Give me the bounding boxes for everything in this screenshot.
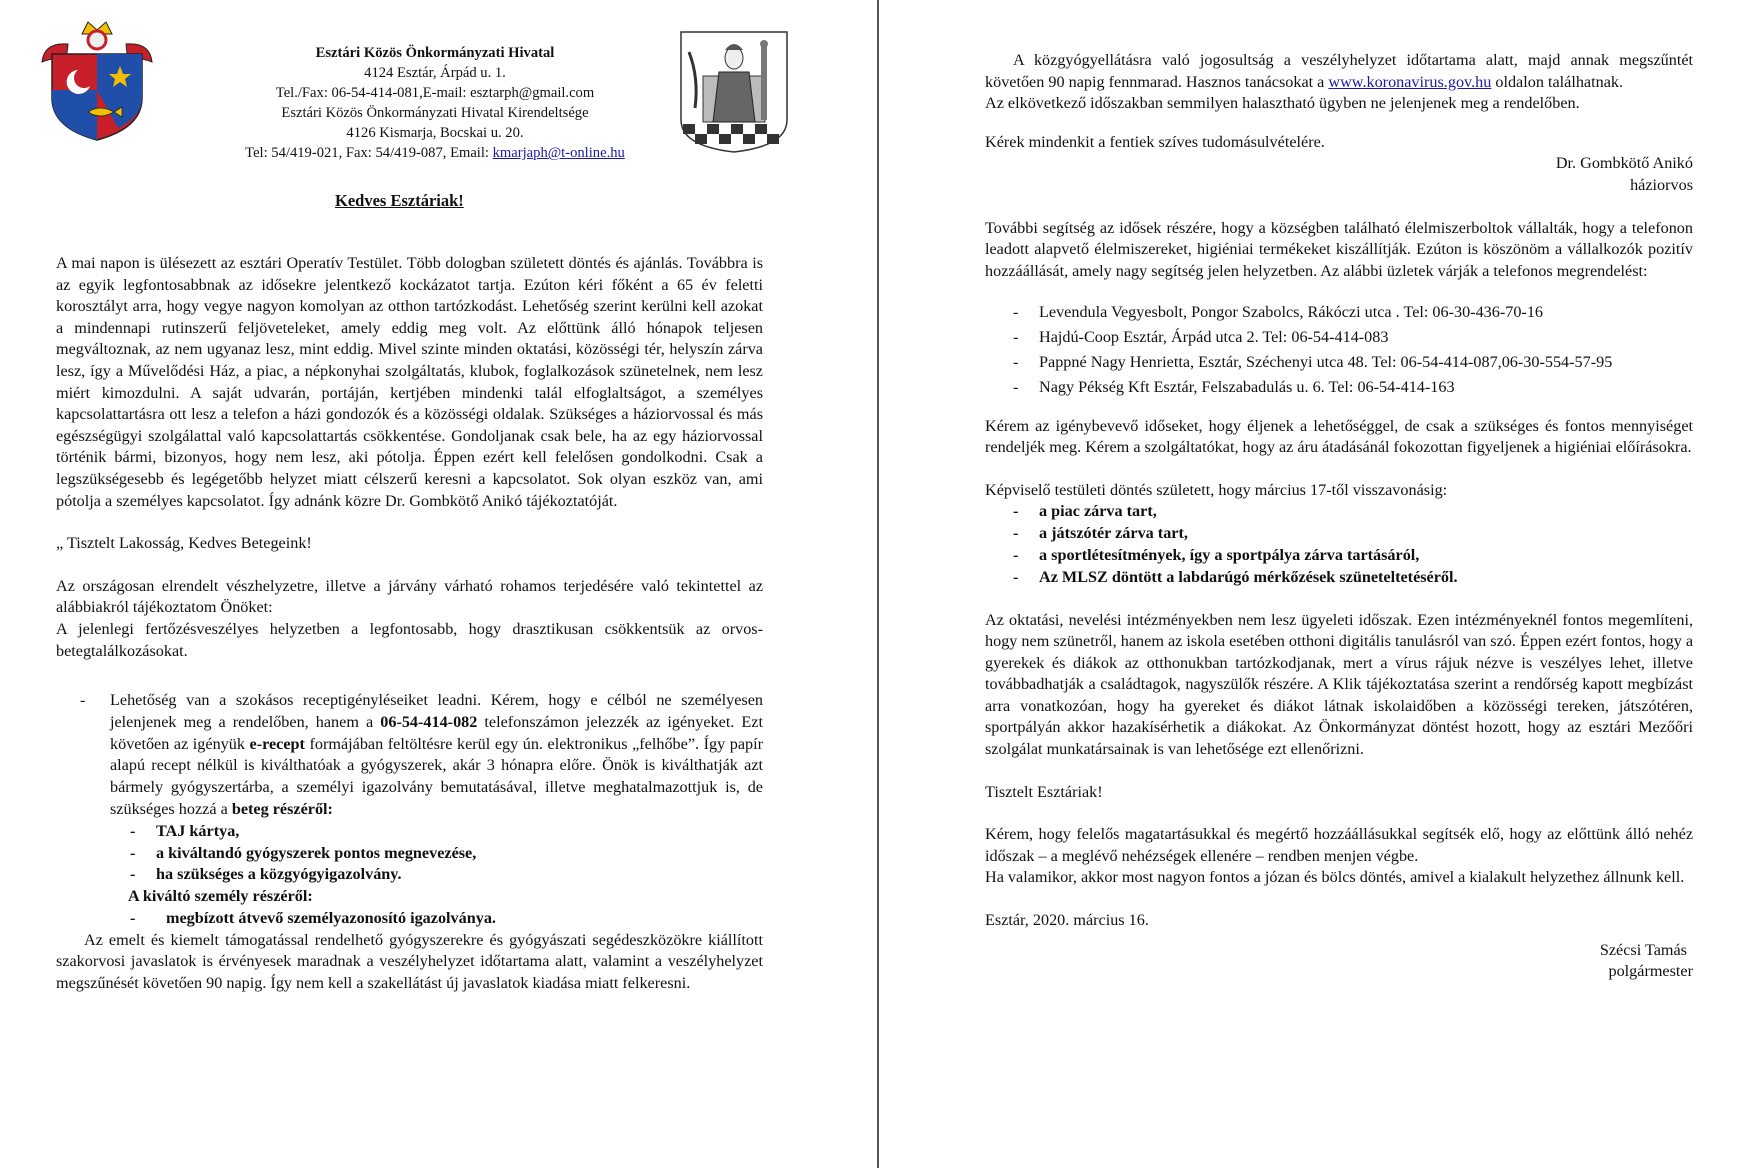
council-decision-paragraph: Képviselő testületi döntés született, hogy március 17-től visszavonásig: <box>985 480 1448 499</box>
collector-documents-list <box>56 908 763 930</box>
doctor-greeting: „ Tisztelt Lakosság, Kedves Betegeink! <box>56 534 312 553</box>
list-item: - TAJ kártya, <box>130 821 240 840</box>
list-item: - Levendula Vegyesbolt, Pongor Szabolcs, Rákóczi utca . Tel: 06-30-436-70-16 <box>1013 303 1544 322</box>
operative-board-paragraph: A mai napon is ülésezett az esztári Operatív Testület. Több dologban született döntés és ajánlás. Továbbra is az egyik legfontosabbnak az idősekre jelentkező kockázatot tartja. Ezúton kéri főként a 65 év feletti korosztályt arra, hogy vegye nagyon komolyan az otthon tartózkodást. Lehetőség szerint kerülni kell azokat a mindennapi rutinszerű feljöveteleket, amely eddig meg volt. Az előttünk álló hónapok teljesen megváltoznak, az nem ugyanaz lesz, mint eddig. Mivel szinte minden oktatási, közösségi tér, helyszín zárva lesz, így a Művelődési Ház, a piac, a népkonyhai szolgáltatás, klubok, foglalkozások szünetelnek, nem lesz miért kimozdulni. A saját udvarán, portáján, kertjében mindenki talál elfoglaltságot, a személyes kapcsolattartásra ott lesz a telefon a házi gondozók és a közösségi oldalak. Szükséges a háziorvossal és más egészségügyi szolgálattal való kapcsolattartás csökkentése. Gondoljanak csak bele, ha az egy háziorvossal történik bármi, bizonyos, hogy nem lesz, aki pótolja. Éppen ezért kell felelősen gondolkodni. Csak a legszükségesebb és legégetőbb helyzet miatt célszerű keresni a kapcsolatot. Sok olyan eszköz van, ami pótolja a személyes kapcsolatot. Így adnánk közre Dr. Gombkötő Anikó tájékoztatóját. <box>56 254 763 510</box>
patient-documents-list <box>56 821 763 886</box>
list-item: - ha szükséges a közgyógyigazolvány. <box>130 865 402 884</box>
entitlement-paragraph: A közgyógyellátásra való jogosultság a veszélyhelyzet időtartama alatt, majd annak megszűntét követően 90 napig fennmarad. Hasznos tanácsokat a www.koronavirus.gov.hu oldalon találhatnak. <box>985 51 1693 91</box>
list-item: - a játszótér zárva tart, <box>1013 524 1188 543</box>
left-body <box>56 253 763 994</box>
seated-figure-emblem-icon <box>677 28 791 154</box>
list-item: - Nagy Pékség Kft Esztár, Felszabadulás u. 6. Tel: 06-54-414-163 <box>1013 377 1455 396</box>
office-contact: Tel./Fax: 06-54-414-081,E-mail: esztarph@gmail.com <box>275 85 595 101</box>
list-item: - a kiváltandó gyógyszerek pontos megnevezése, <box>130 843 477 862</box>
list-item: - Pappné Nagy Henrietta, Esztár, Széchenyi utca 48. Tel: 06-54-414-087,06-30-554-57-95 <box>1013 352 1613 371</box>
wise-decision-paragraph: Ha valamikor, akkor most nagyon fontos a józan és bölcs döntés, amivel a kialakult helyzethez állnunk kell. <box>985 868 1685 887</box>
office-header <box>150 43 720 163</box>
list-item: - Hajdú-Coop Esztár, Árpád utca 2. Tel: 06-54-414-083 <box>1013 328 1389 347</box>
list-item: - a sportlétesítmények, így a sportpálya zárva tartásáról, <box>1013 545 1420 564</box>
education-paragraph: Az oktatási, nevelési intézményekben nem lesz ügyeleti időszak. Ezen intézményeknél fontos megemlíteni, hogy nem szünetről, hanem az iskola esetében otthoni digitális tanulásról van szó. Éppen ezért fontos, hogy a gyerekek és diákok az otthonukban tartózkodjanak, mert a vírus rájuk nézve is veszélyes lehet, illetve továbbadhatják a családtagok, nagyszülők részére. A Klik tájékoztatása szerint a rendőrség kapott megbízást arra vonatkozóan, hogy ha gyereket és diákot látnak iskolaidőben a közösségi tereken, játszótéren, sportpályán akkor hazakísérhetik a diákokat. Az Önkormányzat döntést hozott, hogy az esztári Mezőőri szolgálat munkatársainak is van lehetősége ezt ellenőrizni. <box>985 610 1694 759</box>
closures-list <box>985 501 1693 588</box>
esztar-coat-of-arms-icon <box>38 20 156 142</box>
koronavirus-link[interactable]: www.koronavirus.gov.hu <box>1328 72 1492 91</box>
collector-heading: A kiváltó személy részéről: <box>128 887 313 906</box>
specialist-paragraph: Az emelt és kiemelt támogatással rendelhető gyógyszerekre és gyógyászati segédeszközökre kiállított szakorvosi javaslatok is érvényesek maradnak a veszélyhelyzet időtartama alatt, valamint a veszélyhelyzet megszűnését követően 90 napig. Így nem kell a szakellátást új javaslatok kiadása miatt felkeresni. <box>56 930 763 992</box>
branch-office-address: 4126 Kismarja, Bocskai u. 20. <box>346 125 524 141</box>
branch-office-name: Esztári Közös Önkormányzati Hivatal Kirendeltsége <box>281 105 589 121</box>
list-item: - Lehetőség van a szokásos receptigényléseiket leadni. Kérem, hogy e célból ne személyesen jelenjenek meg a rendelőben, hanem a 06-54-414-082 telefonszámon jelezzék az igényeket. Ezt követően az igényük e-recept formájában feltöltésre kerül egy ún. elektronikus „felhőbe”. Így papír alapú recept nélkül is kiválthatóak a gyógyszerek, akár 3 hónapra előre. Önök is kiválthatják azt bármely gyógyszertárba, a személyi igazolvány bemutatásával, illetve meghatalmazottjuk is, de szükséges hozzá a beteg részéről: <box>80 691 763 819</box>
doctor-signature-role: háziorvos <box>1630 175 1693 194</box>
prescription-phone: 06-54-414-082 <box>380 712 478 731</box>
list-item: - Az MLSZ döntött a labdarúgó mérkőzések szüneteltetéséről. <box>1013 567 1458 586</box>
responsibility-paragraph: Kérem, hogy felelős magatartásukkal és megértő hozzáállásukkal segítsék elő, hogy az előttünk álló nehéz időszak – a meglévő nehézségek ellenére – rendben menjen végbe. <box>985 825 1693 865</box>
emergency-paragraph: Az országosan elrendelt vészhelyzetre, illetve a járvány várható rohamos terjedésére való tekintettel az alábbiakról tájékoztatom Önöket: <box>56 576 763 617</box>
list-item: - a piac zárva tart, <box>1013 502 1157 521</box>
list-item: - megbízott átvevő személyazonosító igazolványa. <box>130 908 496 927</box>
doctor-signature-name: Dr. Gombkötő Anikó <box>1555 154 1693 173</box>
elderly-request-paragraph: Kérem az igénybevevő időseket, hogy éljenek a lehetőséggel, de csak a szükséges és fontos mennyiséget rendeljék meg. Kérem a szolgáltatókat, hogy az áru átadásánál fokozottan figyeljenek a higiéniai előírásokra. <box>985 416 1693 457</box>
letter-date: Esztár, 2020. március 16. <box>985 911 1149 930</box>
shops-paragraph: További segítség az idősek részére, hogy a községben található élelmiszerboltok vállalták, hogy a telefonon leadott alapvető élelmiszereket, higiéniai termékeket kiszállítják. Ezúton is köszönöm a vállalkozók pozitív hozzáállását, amely nagy segítség jelen helyzetben. Az alábbi üzletek várják a telefonos megrendelést: <box>985 218 1693 280</box>
mayor-greeting: Tisztelt Esztáriak! <box>985 782 1103 801</box>
shops-list <box>985 302 1693 398</box>
office-name: Esztári Közös Önkormányzati Hivatal <box>315 45 555 61</box>
no-visits-paragraph: Az elkövetkező időszakban semmilyen halasztható ügyben ne jelenjenek meg a rendelőben. <box>985 94 1580 113</box>
acknowledge-paragraph: Kérek mindenkit a fentiek szíves tudomásulvételére. <box>985 132 1325 151</box>
mayor-signature-name: Szécsi Tamás <box>1599 940 1687 959</box>
office-address: 4124 Esztár, Árpád u. 1. <box>364 65 506 81</box>
right-page <box>879 0 1752 1168</box>
mayor-signature-role: polgármester <box>1608 962 1693 981</box>
prescription-list <box>56 690 763 821</box>
branch-email-link[interactable]: kmarjaph@t-online.hu <box>492 145 625 161</box>
branch-office-contact: Tel: 54/419-021, Fax: 54/419-087, Email: kmarjaph@t-online.hu <box>245 145 625 161</box>
letter-title: Kedves Esztáriak! <box>335 191 464 210</box>
reduce-visits-paragraph: A jelenlegi fertőzésveszélyes helyzetben a legfontosabb, hogy drasztikusan csökkentsük az orvos-betegtalálkozásokat. <box>56 619 763 660</box>
right-body <box>985 50 1693 983</box>
